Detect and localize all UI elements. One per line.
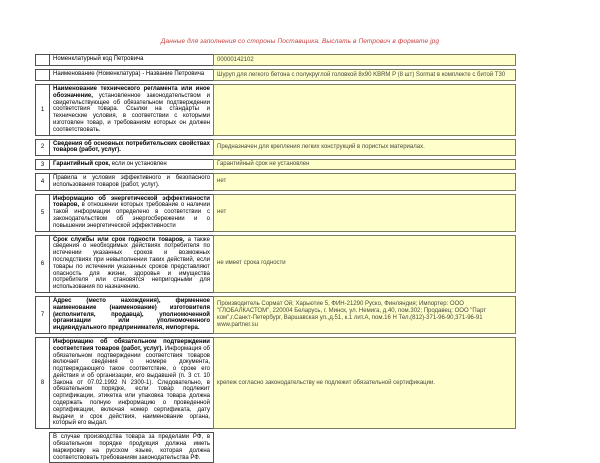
top-instruction-note: Данные для заполнения со стороны Поставщика. Выслать в Петрович в формате jpg xyxy=(160,38,440,45)
table-row xyxy=(35,139,516,157)
footer-note: В случае производства товара за пределами РФ, в обязательном порядке продукция должна иметь маркировку на русском языке, которая должна соответствовать требованиям законодательства РФ. xyxy=(49,432,214,463)
row-number: 6 xyxy=(35,235,50,293)
row-label-text: а также сведения о необходимых действиях потребителя по истечении указанных сроков и возможных последствиях при невыполнении таких действий, если товары по истечении указанных сроков представляют опасность для жизни, здоровья и имущества потребителя или становятся непригодными для использования по назначению. xyxy=(53,236,210,291)
row-label-text: Правила и условия эффективного и безопасного использования товаров (работ, услуг). xyxy=(53,174,210,188)
table-row xyxy=(35,84,516,136)
table-row xyxy=(35,194,516,232)
row-label-text: Информация об обязательном подтверждении соответствия товаров включает сведения о номере документа, подтверждающего такое соответствие, о сроке его действия и об организации, его выдавшей (п. 3 ст. 10 Закона от 07.02.1992 N 2300-1). Следовательно, в обязательном порядке, если товар подлежит сертификации, этикетка или упаковка товара должна содержать полную информацию о проведенной сертификации, включая номер сертификата, дату выдачи и срок действия, наименование органа, который его выдал. xyxy=(53,345,210,427)
table-row xyxy=(35,159,516,170)
row-label-text: в отношении которых требование о наличии такой информации определено в соответствии с законодательством об энергосбережении и о повышении энергетической эффективности xyxy=(53,202,210,229)
row-label xyxy=(49,69,214,81)
footer-note-row xyxy=(35,432,516,463)
safe-usage-field[interactable]: нет xyxy=(213,173,516,191)
row-label xyxy=(49,194,214,232)
service-life-field[interactable]: не имеет срока годности xyxy=(213,235,516,293)
row-number: 5 xyxy=(35,194,50,232)
certification-field[interactable]: крепеж согласно законодательству не подлежит обязательной сертификации. xyxy=(213,337,516,429)
row-label-bold: Адрес (место нахождения), фирменное наименование (наименование) изготовителя (исполнителя, продавца), уполномоченной организации или уполномоченного индивидуального предпринимателя, импортера. xyxy=(53,297,210,332)
row-label-text: Наименование (Номенклатура) - Название Петровича xyxy=(53,71,205,77)
row-label xyxy=(49,159,214,170)
row-label xyxy=(49,337,214,429)
row-number: 4 xyxy=(35,173,50,191)
row-label-text: установленное законодательством и свидетельствующее об обязательном подтверждении соответствия товара. Ссылки на стандарты и технические условия, в соответствии с которыми изготовлен товар, и требованиям которых он должен соответствовать. xyxy=(53,92,210,133)
row-number: 8 xyxy=(35,337,50,429)
warranty-field[interactable]: Гарантийный срок не установлен xyxy=(213,159,516,170)
consumer-properties-field[interactable]: Предназначен для крепления легких конструкций в пористых материалах. xyxy=(213,139,516,157)
table-row xyxy=(35,173,516,191)
row-number xyxy=(35,69,50,81)
manufacturer-address-field[interactable]: Производитель Сормат Ой; Харьютие 5, ФИН-21290 Руско, Финляндия; Импортер: ООО "ГЛОБАЛКАСТОМ", 220004 Беларусь, г. Минск, ул. Немига, д.40, пом.302; Продавец: ООО "Парт ком",г.Санкт-Петербург, Варшавская ул.,д.51, к.1 лит.А, пом.16 Н Тел.(812)-371-96-90,371-96-91 www.partner.su xyxy=(213,296,516,334)
table-row xyxy=(35,296,516,334)
row-label xyxy=(49,139,214,157)
nomenclature-code-field[interactable]: 00000142102 xyxy=(213,54,516,66)
table-row xyxy=(35,54,516,66)
row-number: 7 xyxy=(35,296,50,334)
row-number: 3 xyxy=(35,159,50,170)
row-label-bold: Сведения об основных потребительских свойствах товаров (работ, услуг). xyxy=(53,140,210,154)
row-number-placeholder xyxy=(35,432,50,463)
tech-regulation-field[interactable] xyxy=(213,84,516,136)
row-label-bold: Информацию об обязательном подтверждении соответствия товаров (работ, услуг). xyxy=(53,338,210,352)
table-row xyxy=(35,69,516,81)
row-number xyxy=(35,54,50,66)
table-row xyxy=(35,337,516,429)
product-name-field[interactable]: Шуруп для легкого бетона с полукруглой головкой 8x90 KBRM P (8 шт) Sormat в комплекте с битой T30 xyxy=(213,69,516,81)
row-label xyxy=(49,173,214,191)
row-label-text: если он установлен xyxy=(110,161,167,168)
row-label-bold: Гарантийный срок, xyxy=(53,161,111,168)
row-label xyxy=(49,296,214,334)
row-number: 1 xyxy=(35,84,50,136)
row-label xyxy=(49,84,214,136)
energy-efficiency-field[interactable]: нет xyxy=(213,194,516,232)
row-label-text: Номенклатурный код Петровича xyxy=(53,56,144,62)
row-label-bold: Срок службы или срок годности товаров, xyxy=(53,236,185,243)
product-info-table xyxy=(35,54,516,463)
row-number: 2 xyxy=(35,139,50,157)
row-label xyxy=(49,235,214,293)
row-label-bold: Наименование технического регламента или иное обозначение, xyxy=(53,86,210,99)
table-row xyxy=(35,235,516,293)
row-label xyxy=(49,54,214,66)
row-label-bold: Информацию об энергетической эффективности товаров, xyxy=(53,195,210,209)
